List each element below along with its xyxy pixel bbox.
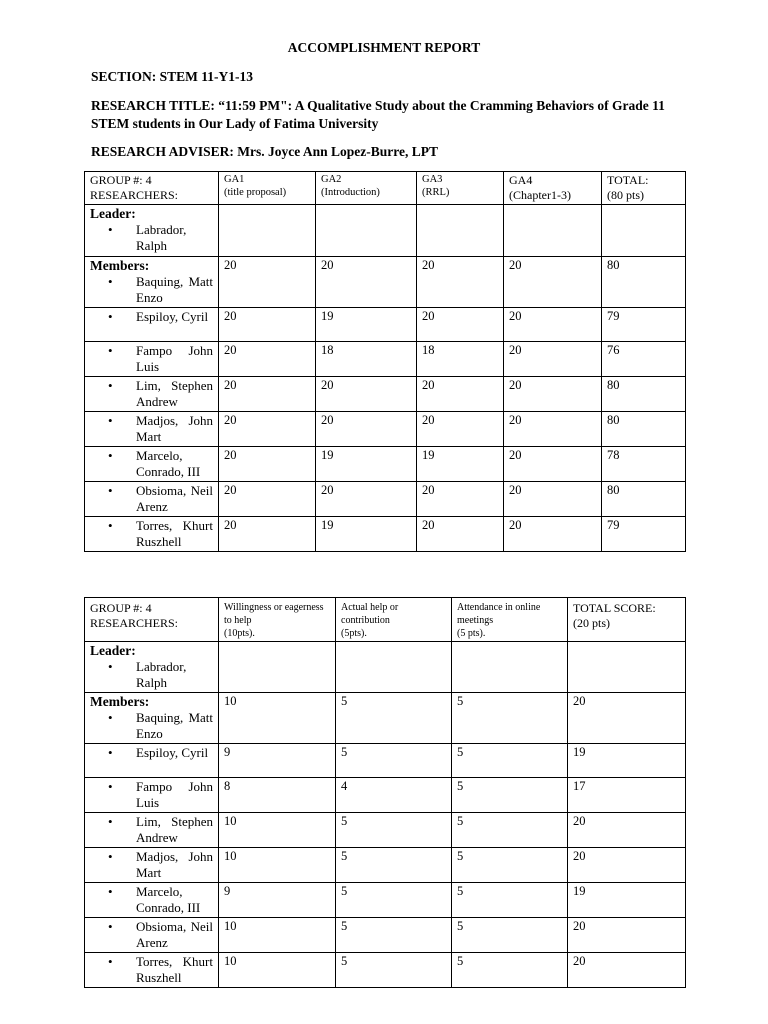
bullet-icon: •	[108, 659, 113, 674]
member-cell	[85, 482, 219, 517]
score-cell: 9	[219, 883, 336, 918]
table-cell	[336, 642, 452, 693]
bullet-icon: •	[108, 710, 113, 725]
section-line: SECTION: STEM 11-Y1-13	[91, 69, 254, 84]
report-title: ACCOMPLISHMENT REPORT	[287, 40, 481, 55]
score-cell: 18	[417, 342, 504, 377]
column-title: GA3	[422, 174, 443, 185]
member-cell	[85, 918, 219, 953]
list-item	[90, 884, 213, 916]
member-name: Lim, Stephen Andrew	[136, 814, 213, 845]
bullet-icon: •	[108, 274, 113, 289]
members-label: Members:	[90, 694, 150, 709]
group-label: GROUP #: 4	[90, 601, 152, 615]
total-cell: 20	[568, 848, 686, 883]
total-cell: 78	[602, 447, 686, 482]
column-title: Actual help or contribution	[341, 602, 399, 626]
score-cell: 5	[452, 778, 568, 813]
table-row	[85, 883, 686, 918]
column-title: Willingness or eagerness to help	[224, 602, 324, 626]
bullet-icon: •	[108, 745, 113, 760]
members-label: Members:	[90, 258, 150, 273]
score-cell: 4	[336, 778, 452, 813]
total-cell: 17	[568, 778, 686, 813]
member-name: Baquing, Matt Enzo	[136, 710, 213, 741]
leader-cell	[85, 205, 219, 257]
score-cell: 5	[452, 693, 568, 744]
total-cell: 79	[602, 517, 686, 552]
column-header	[316, 172, 417, 205]
table-row	[85, 918, 686, 953]
score-cell: 20	[417, 482, 504, 517]
score-cell: 20	[504, 412, 602, 447]
score-cell: 20	[504, 447, 602, 482]
leader-name: Labrador, Ralph	[136, 659, 187, 690]
bullet-icon: •	[108, 413, 113, 428]
column-title: GA4	[509, 173, 533, 187]
member-cell	[85, 848, 219, 883]
column-title: TOTAL:	[607, 173, 649, 187]
table-row	[85, 778, 686, 813]
column-title: GA1	[224, 174, 245, 185]
table-cell	[602, 205, 686, 257]
column-title: GA2	[321, 174, 342, 185]
score-cell: 20	[316, 412, 417, 447]
table-row	[85, 482, 686, 517]
list-item	[90, 954, 213, 986]
score-cell: 5	[452, 918, 568, 953]
bullet-icon: •	[108, 483, 113, 498]
member-name: Torres, Khurt Ruszhell	[136, 518, 213, 549]
total-cell: 79	[602, 308, 686, 342]
score-cell: 20	[504, 308, 602, 342]
member-cell	[85, 883, 219, 918]
score-cell: 19	[316, 308, 417, 342]
list-item	[90, 710, 213, 742]
score-cell: 5	[452, 848, 568, 883]
score-cell: 20	[219, 257, 316, 308]
bullet-icon: •	[108, 919, 113, 934]
table-row	[85, 744, 686, 778]
table-row	[85, 377, 686, 412]
table-header-row	[85, 172, 686, 205]
score-cell: 20	[316, 377, 417, 412]
member-name: Torres, Khurt Ruszhell	[136, 954, 213, 985]
table-cell	[568, 642, 686, 693]
score-cell: 5	[452, 883, 568, 918]
column-header	[452, 598, 568, 642]
list-item	[90, 659, 213, 691]
researchers-label: RESEARCHERS:	[90, 616, 179, 630]
bullet-icon: •	[108, 884, 113, 899]
score-cell: 5	[452, 953, 568, 988]
table-row	[85, 953, 686, 988]
score-cell: 20	[504, 482, 602, 517]
score-cell: 5	[336, 848, 452, 883]
member-cell	[85, 953, 219, 988]
score-cell: 5	[452, 744, 568, 778]
total-cell: 19	[568, 744, 686, 778]
score-cell: 10	[219, 693, 336, 744]
table-row	[85, 693, 686, 744]
table-row	[85, 848, 686, 883]
column-subtitle: (Introduction)	[321, 187, 380, 198]
table-cell	[316, 205, 417, 257]
leader-label: Leader:	[90, 206, 136, 221]
total-cell: 80	[602, 257, 686, 308]
total-cell: 80	[602, 482, 686, 517]
table-cell	[504, 205, 602, 257]
score-cell: 20	[219, 517, 316, 552]
score-cell: 20	[417, 308, 504, 342]
bullet-icon: •	[108, 849, 113, 864]
bullet-icon: •	[108, 954, 113, 969]
bullet-icon: •	[108, 222, 113, 237]
score-cell: 20	[219, 308, 316, 342]
score-cell: 10	[219, 918, 336, 953]
column-subtitle: (Chapter1-3)	[509, 188, 571, 202]
member-cell	[85, 342, 219, 377]
score-cell: 5	[452, 813, 568, 848]
group-header	[85, 172, 219, 205]
member-name: Espiloy, Cyril	[136, 309, 209, 324]
score-cell: 5	[336, 813, 452, 848]
leader-cell	[85, 642, 219, 693]
list-item	[90, 309, 213, 325]
score-cell: 20	[417, 377, 504, 412]
adviser-line: RESEARCH ADVISER: Mrs. Joyce Ann Lopez-Burre, LPT	[91, 144, 439, 159]
column-header	[219, 172, 316, 205]
score-cell: 19	[316, 447, 417, 482]
score-cell: 20	[417, 412, 504, 447]
participation-table	[84, 597, 686, 988]
table-row	[85, 308, 686, 342]
table-row	[85, 813, 686, 848]
list-item	[90, 814, 213, 846]
member-name: Madjos, John Mart	[136, 413, 213, 444]
list-item	[90, 413, 213, 445]
score-cell: 20	[219, 377, 316, 412]
score-cell: 9	[219, 744, 336, 778]
member-name: Lim, Stephen Andrew	[136, 378, 213, 409]
table-cell	[452, 642, 568, 693]
table-row	[85, 447, 686, 482]
list-item	[90, 518, 213, 550]
leader-label: Leader:	[90, 643, 136, 658]
score-cell: 5	[336, 883, 452, 918]
total-cell: 80	[602, 412, 686, 447]
total-cell: 20	[568, 813, 686, 848]
score-cell: 5	[336, 918, 452, 953]
member-cell	[85, 412, 219, 447]
column-header	[602, 172, 686, 205]
bullet-icon: •	[108, 779, 113, 794]
score-cell: 8	[219, 778, 336, 813]
member-cell	[85, 377, 219, 412]
score-cell: 20	[504, 257, 602, 308]
list-item	[90, 222, 213, 254]
table-row	[85, 412, 686, 447]
group-label: GROUP #: 4	[90, 173, 152, 187]
column-subtitle: (10pts).	[224, 628, 255, 639]
score-cell: 20	[219, 412, 316, 447]
bullet-icon: •	[108, 448, 113, 463]
column-subtitle: (RRL)	[422, 187, 450, 198]
total-cell: 20	[568, 693, 686, 744]
table-cell	[219, 205, 316, 257]
member-name: Espiloy, Cyril	[136, 745, 209, 760]
score-cell: 20	[504, 517, 602, 552]
member-name: Marcelo, Conrado, III	[136, 884, 201, 915]
column-subtitle: (title proposal)	[224, 187, 287, 198]
column-subtitle: (20 pts)	[573, 616, 610, 630]
score-cell: 20	[219, 342, 316, 377]
column-header	[504, 172, 602, 205]
score-cell: 20	[219, 482, 316, 517]
leader-row	[85, 642, 686, 693]
research-title-line: RESEARCH TITLE: “11:59 PM": A Qualitative Study about the Cramming Behaviors of Grade 11 STEM students in Our Lady of Fatima University	[91, 98, 665, 131]
list-item	[90, 343, 213, 375]
member-name: Obsioma, Neil Arenz	[136, 483, 213, 514]
member-cell	[85, 257, 219, 308]
member-name: Fampo John Luis	[136, 343, 213, 374]
column-subtitle: (5pts).	[341, 628, 367, 639]
table-row	[85, 257, 686, 308]
score-cell: 5	[336, 693, 452, 744]
score-cell: 20	[316, 257, 417, 308]
score-cell: 5	[336, 744, 452, 778]
member-cell	[85, 308, 219, 342]
member-cell	[85, 693, 219, 744]
score-cell: 20	[417, 257, 504, 308]
grades-table	[84, 171, 686, 552]
list-item	[90, 779, 213, 811]
member-cell	[85, 813, 219, 848]
list-item	[90, 378, 213, 410]
score-cell: 20	[504, 342, 602, 377]
score-cell: 19	[417, 447, 504, 482]
column-subtitle: (80 pts)	[607, 188, 644, 202]
member-name: Madjos, John Mart	[136, 849, 213, 880]
column-subtitle: (5 pts).	[457, 628, 486, 639]
table-row	[85, 342, 686, 377]
column-header	[219, 598, 336, 642]
score-cell: 19	[316, 517, 417, 552]
leader-name: Labrador, Ralph	[136, 222, 187, 253]
table-header-row	[85, 598, 686, 642]
column-title: TOTAL SCORE:	[573, 601, 656, 615]
member-cell	[85, 744, 219, 778]
member-name: Obsioma, Neil Arenz	[136, 919, 213, 950]
table-cell	[417, 205, 504, 257]
score-cell: 5	[336, 953, 452, 988]
column-header	[336, 598, 452, 642]
score-cell: 20	[504, 377, 602, 412]
score-cell: 10	[219, 848, 336, 883]
researchers-label: RESEARCHERS:	[90, 188, 179, 202]
list-item	[90, 483, 213, 515]
table-row	[85, 517, 686, 552]
column-header	[417, 172, 504, 205]
bullet-icon: •	[108, 518, 113, 533]
table-cell	[219, 642, 336, 693]
member-cell	[85, 517, 219, 552]
group-header	[85, 598, 219, 642]
total-cell: 80	[602, 377, 686, 412]
leader-row	[85, 205, 686, 257]
bullet-icon: •	[108, 309, 113, 324]
list-item	[90, 849, 213, 881]
member-cell	[85, 447, 219, 482]
total-cell: 19	[568, 883, 686, 918]
score-cell: 20	[417, 517, 504, 552]
score-cell: 10	[219, 953, 336, 988]
score-cell: 20	[219, 447, 316, 482]
member-name: Baquing, Matt Enzo	[136, 274, 213, 305]
column-title: Attendance in online meetings	[457, 602, 541, 626]
bullet-icon: •	[108, 343, 113, 358]
bullet-icon: •	[108, 814, 113, 829]
bullet-icon: •	[108, 378, 113, 393]
score-cell: 10	[219, 813, 336, 848]
score-cell: 18	[316, 342, 417, 377]
total-cell: 20	[568, 918, 686, 953]
list-item	[90, 274, 213, 306]
member-name: Marcelo, Conrado, III	[136, 448, 201, 479]
member-name: Fampo John Luis	[136, 779, 213, 810]
list-item	[90, 919, 213, 951]
column-header	[568, 598, 686, 642]
total-cell: 20	[568, 953, 686, 988]
list-item	[90, 448, 213, 480]
score-cell: 20	[316, 482, 417, 517]
list-item	[90, 745, 213, 761]
member-cell	[85, 778, 219, 813]
total-cell: 76	[602, 342, 686, 377]
